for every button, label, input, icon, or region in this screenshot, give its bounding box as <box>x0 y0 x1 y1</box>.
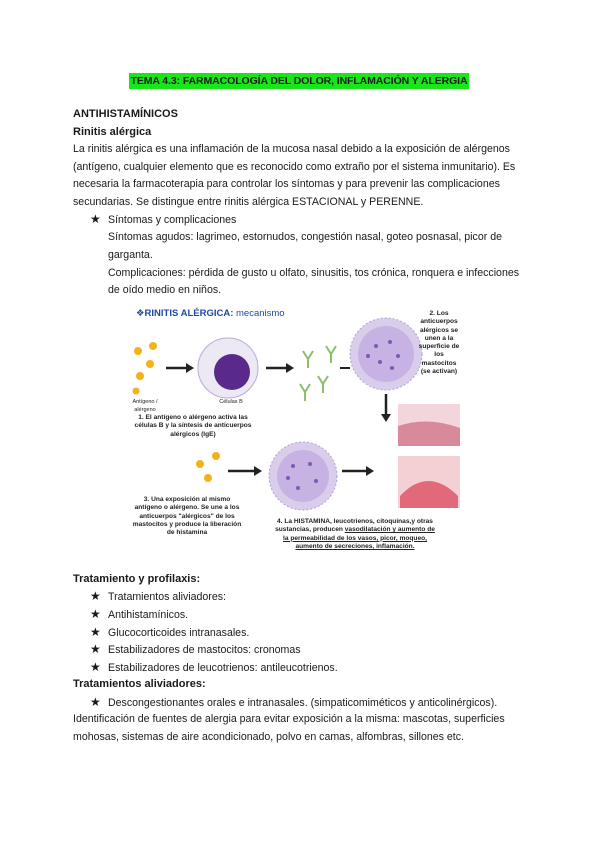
list-item-label: Tratamientos aliviadores: <box>108 591 226 603</box>
list-item <box>90 606 188 625</box>
antigen-icon <box>133 342 158 395</box>
star-bullet-icon: ★ <box>90 642 101 656</box>
list-item <box>90 624 249 643</box>
treatment-heading: Tratamiento y profilaxis: <box>73 573 201 585</box>
list-item <box>90 641 301 660</box>
intro-line: necesaria la farmacoterapia para controlar los síntomas y para prevenir las complicaciones <box>73 178 500 190</box>
b-cell-icon <box>198 338 258 398</box>
section-heading: ANTIHISTAMÍNICOS <box>73 108 178 120</box>
b-cell-caption: Células B <box>219 399 243 405</box>
degranulating-mastocyte-icon <box>269 442 337 510</box>
list-item-label: Descongestionantes orales e intranasales. (simpaticomiméticos y anticolinérgicos). <box>108 697 498 709</box>
step-3-label: 3. Una exposición al mismo antígeno o alérgeno. Se une a los anticuerpos "alérgicos" de los mastocitos y produce la liberación de histamina <box>132 496 242 537</box>
star-bullet-icon: ★ <box>90 607 101 621</box>
symptoms-line: garganta. <box>108 249 153 261</box>
list-item <box>90 659 338 678</box>
closing-line: mohosas, sistemas de aire acondicionado, polvo en camas, alfombras, sillones etc. <box>73 731 464 743</box>
mastocyte-icon <box>350 318 422 390</box>
list-item-label: Estabilizadores de leucotrienos: antileucotrienos. <box>108 662 338 674</box>
list-item-label: Glucocorticoides intranasales. <box>108 627 250 639</box>
star-bullet-icon: ★ <box>90 625 101 639</box>
page-title: TEMA 4.3: FARMACOLOGÍA DEL DOLOR, INFLAMACIÓN Y ALERGIA <box>130 75 468 87</box>
star-bullet-icon: ★ <box>90 695 101 709</box>
symptoms-line: de oído medio en niños. <box>108 284 222 296</box>
antibody-icon <box>300 346 336 401</box>
step-1-label: 1. El antígeno o alérgeno activa las células B y la síntesis de anticuerpos alérgicos (IgE) <box>134 414 252 438</box>
figure-title: ❖RINITIS ALÉRGICA: mecanismo <box>136 308 285 319</box>
intro-line: La rinitis alérgica es una inflamación de la mucosa nasal debido a la exposición de alérgenos <box>73 143 510 155</box>
star-bullet-icon: ★ <box>90 660 101 674</box>
relief-heading: Tratamientos aliviadores: <box>73 678 206 690</box>
star-bullet-icon: ★ <box>90 212 101 226</box>
closing-line: Identificación de fuentes de alergia para evitar exposición a la misma: mascotas, superficies <box>73 713 505 725</box>
symptoms-line: Síntomas agudos: lagrimeo, estornudos, congestión nasal, goteo posnasal, picor de <box>108 231 502 243</box>
list-item-label: Síntomas y complicaciones <box>108 214 237 226</box>
list-item <box>90 211 236 230</box>
list-item <box>90 694 497 713</box>
allergic-rhinitis-diagram <box>128 306 463 562</box>
step-2-label: 2. Los anticuerpos alérgicos se unen a la superficie de los mastocitos (se activan) <box>418 310 460 376</box>
intro-line: secundarias. Se distingue entre rinitis alérgica ESTACIONAL y PERENNE. <box>73 196 424 208</box>
intro-line: (antígeno, cualquier elemento que es reconocido como extraño por el sistema inmunitario). Es <box>73 161 516 173</box>
list-item-label: Antihistamínicos. <box>108 609 189 621</box>
symptoms-line: Complicaciones: pérdida de gusto u olfato, sinusitis, tos crónica, ronquera e infecciones <box>108 267 520 279</box>
subsection-heading: Rinitis alérgica <box>73 126 152 138</box>
antigen-caption: Antígeno / alérgeno <box>132 399 158 414</box>
list-item-label: Estabilizadores de mastocitos: cronomas <box>108 644 301 656</box>
star-bullet-icon: ★ <box>90 589 101 603</box>
list-item <box>90 588 226 607</box>
step-4-label: 4. La HISTAMINA, leucotrienos, citoquinas,y otras sustancias, producen vasodilatación y aumento de la permeabilidad de los vasos, picor, moqueo, aumento de secreciones, inflamación. <box>275 518 435 550</box>
